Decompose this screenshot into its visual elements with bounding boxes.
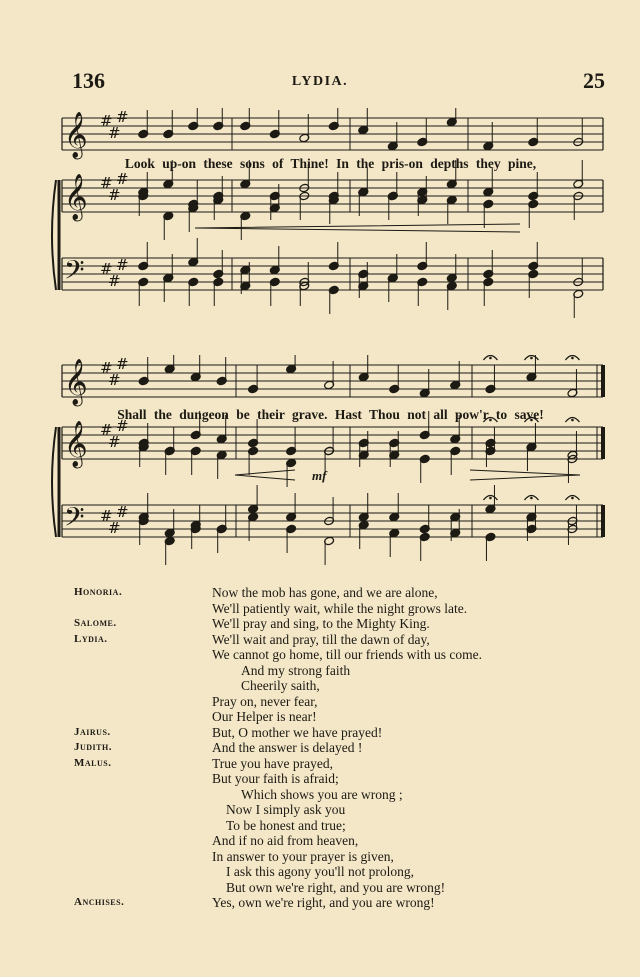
libretto-text-line: Our Helper is near! [212,709,317,724]
page-number: 136 [72,68,105,93]
libretto-line [0,647,640,663]
libretto-text-line: Which shows you are wrong ; [241,786,403,802]
libretto-line [0,740,640,756]
bass-clef: 𝄢 [64,254,85,292]
sharp-sign: # [108,124,121,142]
libretto-text-line: And the answer is delayed ! [212,740,363,755]
speaker-name: Judith. [74,741,112,753]
speaker-name: Anchises. [74,896,125,908]
sharp-sign: # [108,272,121,290]
libretto-line [0,756,640,772]
dynamic-marking: mf [312,468,327,483]
fermata-dot [571,497,574,500]
sharp-sign: # [108,433,121,451]
sharp-sign: # [100,359,113,377]
libretto-line [0,864,640,880]
libretto-line [0,802,640,818]
sharp-sign: # [116,355,129,373]
libretto-text-line: But, O mother we have prayed! [212,724,383,740]
libretto-text-line: We'll wait and pray, till the dawn of day, [212,631,430,647]
crescendo-hairpin [235,470,295,480]
sharp-sign: # [100,174,113,192]
fermata-dot [530,497,533,500]
music-system-1 [50,108,615,318]
page-title: LYDIA. [291,74,349,89]
libretto-text-line: Cheerily saith, [241,678,320,693]
fermata-dot [530,357,533,360]
treble-clef: 𝄞 [64,112,88,158]
fermata-dot [571,357,574,360]
sharp-sign: # [116,108,129,126]
speaker-name: Malus. [74,756,112,769]
speaker-name: Lydia. [74,632,108,645]
speaker-name: Honoria. [74,586,123,598]
sharp-sign: # [116,170,129,188]
libretto-text-line: And my strong faith [241,662,351,678]
libretto-line [0,895,640,911]
libretto-line [0,787,640,803]
sharp-sign: # [100,507,113,525]
libretto-line [0,849,640,865]
lyrics-line-2: Shall the dungeon be their grave. Hast Thou not all pow'r to save! [117,407,544,422]
libretto-line [0,616,640,632]
lyrics-line-1: Look up-on these sons of Thine! In the pris-on depths they pine, [124,156,537,171]
music-notation [50,355,615,565]
sharp-sign: # [116,503,129,521]
libretto-line [0,771,640,787]
music-notation [50,108,615,318]
libretto-text-line: Pray on, never fear, [212,693,318,709]
sharp-sign: # [108,519,121,537]
music-system-2 [50,355,615,565]
libretto-text-line: In answer to your prayer is given, [212,848,394,864]
libretto-line [0,585,640,601]
libretto-line [0,880,640,896]
libretto-line [0,833,640,849]
libretto-line [0,632,640,648]
libretto-text [0,585,640,911]
libretto-text-line: I ask this agony you'll not prolong, [226,864,415,879]
libretto-line [0,709,640,725]
sharp-sign: # [116,417,129,435]
page-header [0,68,640,98]
sharp-sign: # [108,371,121,389]
sharp-sign: # [100,421,113,439]
treble-clef: 𝄞 [64,174,88,220]
libretto-text-line: We cannot go home, till our friends with us come. [212,647,482,662]
sharp-sign: # [100,260,113,278]
brace [52,427,56,537]
speaker-name: Salome. [74,617,117,629]
bass-clef: 𝄢 [64,501,85,539]
fermata-dot [489,497,492,500]
libretto-line [0,694,640,710]
libretto-text-line: Yes, own we're right, and you are wrong! [212,895,435,910]
sharp-sign: # [108,186,121,204]
libretto-text-line: We'll pray and sing, to the Mighty King. [212,616,430,631]
libretto-line [0,818,640,834]
libretto-line [0,601,640,617]
sharp-sign: # [116,256,129,274]
hairpin [195,224,520,232]
brace [52,180,56,290]
decrescendo-hairpin [470,470,580,480]
libretto-text-line: But own we're right, and you are wrong! [226,879,446,895]
libretto-text-line: And if no aid from heaven, [212,833,359,848]
sharp-sign: # [100,112,113,130]
libretto-line [0,678,640,694]
treble-clef: 𝄞 [64,359,88,405]
libretto-text-line: We'll patiently wait, while the night grows late. [212,600,468,616]
libretto-text-line: True you have prayed, [212,755,333,771]
fermata-dot [489,357,492,360]
libretto-line [0,663,640,679]
libretto-text-line: Now the mob has gone, and we are alone, [212,585,438,600]
libretto-text-line: But your faith is afraid; [212,771,339,786]
libretto-text-line: Now I simply ask you [226,802,346,817]
treble-clef: 𝄞 [64,421,88,467]
libretto-line [0,725,640,741]
speaker-name: Jairus. [74,725,111,738]
hymn-number: 25 [583,68,605,93]
libretto-text-line: To be honest and true; [226,817,346,833]
